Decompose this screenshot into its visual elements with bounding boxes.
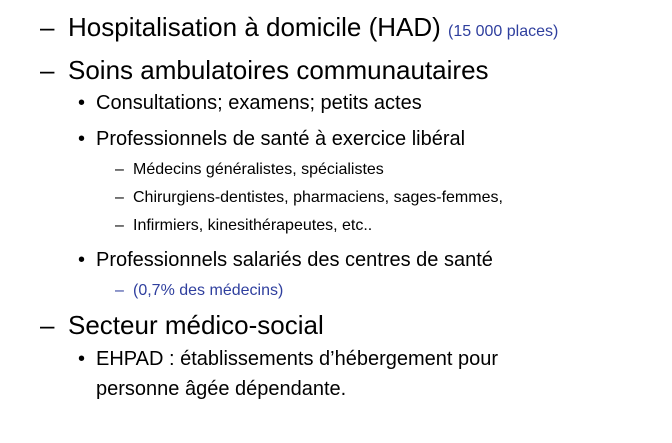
item-had [40,12,558,43]
dot-bullet: • [78,348,86,370]
item-professionnels-salaries [78,249,493,272]
item-consultations [78,92,422,115]
item-had-text: Hospitalisation à domicile (HAD) [68,12,441,42]
item-ehpad-line2: personne âgée dépendante. [96,378,347,400]
dot-bullet: • [78,92,86,114]
item-ehpad-continuation [96,378,346,401]
item-ehpad-line1: EHPAD : établissements d’hébergement pour [96,348,499,370]
item-consultations-text: Consultations; examens; petits actes [96,92,422,114]
item-infirmiers-text: Infirmiers, kinesithérapeutes, etc.. [133,217,373,234]
item-medecins-text: Médecins généralistes, spécialistes [133,161,384,178]
item-secteur-medico-social [40,310,324,341]
dash-bullet: – [115,161,124,178]
dash-bullet: – [115,282,124,299]
item-soins-text: Soins ambulatoires communautaires [68,55,489,85]
item-medecins [115,161,384,179]
item-chirurgiens-text: Chirurgiens-dentistes, pharmaciens, sages-femmes, [133,189,503,206]
dash-bullet: – [40,55,55,85]
item-pct-medecins [115,282,283,300]
item-professionnels-liberal [78,128,465,151]
dash-bullet: – [115,217,124,234]
dash-bullet: – [40,310,55,340]
item-soins-ambulatoires [40,55,489,86]
dot-bullet: • [78,128,86,150]
dot-bullet: • [78,249,86,271]
item-infirmiers [115,217,372,235]
dash-bullet: – [115,189,124,206]
item-ehpad [78,348,498,371]
item-liberal-text: Professionnels de santé à exercice libéral [96,128,466,150]
dash-bullet: – [40,12,55,42]
item-salaries-text: Professionnels salariés des centres de santé [96,249,493,271]
had-places-note: (15 000 places) [448,23,559,40]
item-medico-text: Secteur médico-social [68,310,324,340]
item-pct-text: (0,7% des médecins) [133,282,284,299]
item-chirurgiens [115,189,503,207]
